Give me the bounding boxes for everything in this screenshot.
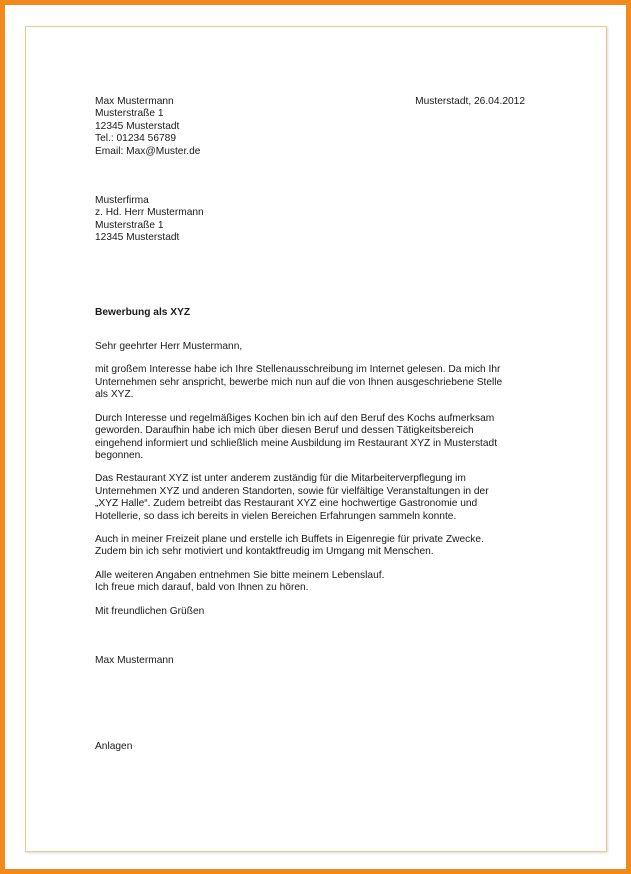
paragraph-line: begonnen. (95, 449, 144, 461)
recipient-block (95, 195, 525, 245)
enclosures-text: Anlagen (95, 741, 133, 753)
recipient-street: Musterstraße 1 (95, 219, 164, 231)
letter-body (95, 96, 525, 754)
letter-date: Musterstadt, 26.04.2012 (415, 96, 525, 107)
paragraph-line: Das Restaurant XYZ ist unter anderem zuständig für die Mitarbeiterverpflegung im (95, 473, 466, 485)
paragraph-line: geworden. Daraufhin habe ich mich über diesen Beruf und dessen Tätigkeitsbereich (95, 425, 474, 437)
recipient-attention: z. Hd. Herr Mustermann (95, 207, 204, 219)
paragraph-line: Unternehmen sehr anspricht, bewerbe mich nun auf die von Ihnen ausgeschriebene Stelle (95, 376, 503, 388)
paragraph-1 (95, 364, 525, 401)
paragraph-line: als XYZ. (95, 389, 134, 401)
paragraph-line: Ich freue mich darauf, bald von Ihnen zu hören. (95, 582, 309, 594)
sender-phone: Tel.: 01234 56789 (95, 133, 177, 145)
paragraph-4 (95, 534, 525, 559)
enclosures (95, 741, 525, 753)
paragraph-line: Hotellerie, so dass ich bereits in vielen Bereichen Erfahrungen sammeln konnte. (95, 510, 457, 522)
paragraph-line: „XYZ Halle“. Zudem betreibt das Restaurant XYZ eine hochwertige Gastronomie und (95, 498, 478, 510)
paragraph-line: Unternehmen XYZ und anderen Standorten, sowie für vielfältige Veranstaltungen in der (95, 485, 489, 497)
sender-street: Musterstraße 1 (95, 108, 164, 120)
signature-name: Max Mustermann (95, 654, 174, 666)
recipient-company: Musterfirma (95, 195, 149, 207)
sender-email: Email: Max@Muster.de (95, 145, 201, 157)
closing (95, 606, 525, 618)
recipient-city: 12345 Musterstadt (95, 232, 180, 244)
paragraph-line: Alle weiteren Angaben entnehmen Sie bitte meinem Lebenslauf. (95, 569, 385, 581)
paragraph-line: mit großem Interesse habe ich Ihre Stellenausschreibung im Internet gelesen. Da mich Ihr (95, 364, 501, 376)
paragraph-line: eingehend informiert und schließlich meine Ausbildung im Restaurant XYZ in Musterstadt (95, 437, 498, 449)
salutation-text: Sehr geehrter Herr Mustermann, (95, 341, 243, 353)
signature (95, 655, 525, 667)
paragraph-line: Zudem bin ich sehr motiviert und kontaktfreudig im Umgang mit Menschen. (95, 546, 434, 558)
sender-city: 12345 Musterstadt (95, 120, 180, 132)
subject-text: Bewerbung als XYZ (95, 306, 191, 318)
sender-name: Max Mustermann (95, 96, 174, 107)
closing-text: Mit freundlichen Grüßen (95, 605, 205, 617)
paragraph-line: Durch Interesse und regelmäßiges Kochen bin ich auf den Beruf des Kochs aufmerksam (95, 412, 495, 424)
paragraph-5 (95, 570, 525, 595)
paragraph-3 (95, 473, 525, 523)
paragraph-2 (95, 413, 525, 463)
subject-line (95, 307, 525, 319)
salutation (95, 341, 525, 353)
paragraph-line: Auch in meiner Freizeit plane und erstelle ich Buffets in Eigenregie für private Zwecke. (95, 533, 484, 545)
